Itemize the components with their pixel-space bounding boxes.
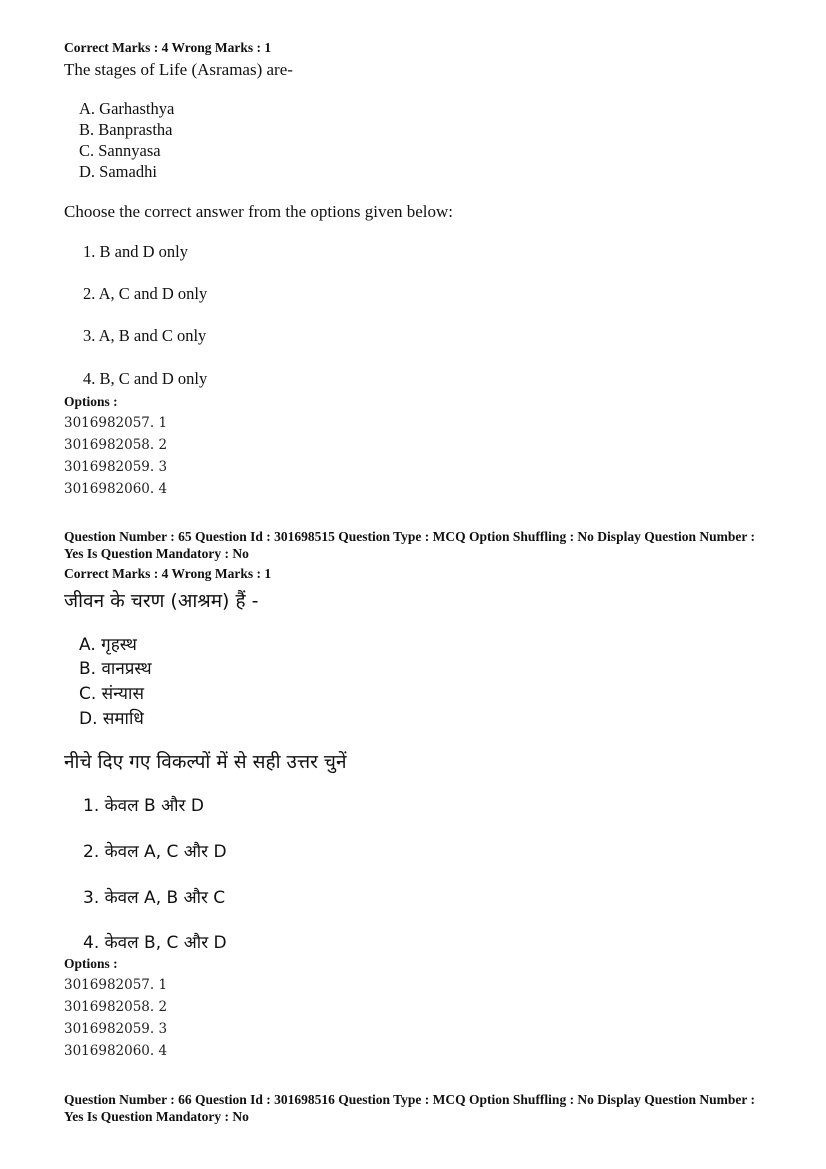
q65-item-a: A. गृहस्थ	[79, 635, 137, 655]
q64-item-a: A. Garhasthya	[79, 99, 175, 118]
q65-choice-4: 4. केवल B, C और D	[83, 933, 227, 953]
q65-question-text: जीवन के चरण (आश्रम) हैं -	[64, 590, 259, 612]
q65-option-id-1: 3016982057. 1	[64, 977, 168, 993]
q64-option-id-3: 3016982059. 3	[64, 459, 168, 475]
q65-option-id-2: 3016982058. 2	[64, 999, 168, 1015]
q64-choice-3: 3. A, B and C only	[83, 326, 207, 345]
q64-option-id-1: 3016982057. 1	[64, 415, 168, 431]
q64-options-label: Options :	[64, 394, 118, 409]
q64-marks-line: Correct Marks : 4 Wrong Marks : 1	[64, 40, 272, 55]
q64-option-id-4: 3016982060. 4	[64, 481, 168, 497]
q64-choice-2: 2. A, C and D only	[83, 284, 208, 303]
q65-option-id-4: 3016982060. 4	[64, 1043, 168, 1059]
q64-prompt: Choose the correct answer from the options given below:	[64, 202, 454, 221]
q65-options-label: Options :	[64, 956, 118, 971]
q64-choice-1: 1. B and D only	[83, 242, 188, 261]
q64-question-text: The stages of Life (Asramas) are-	[64, 60, 293, 79]
q66-header: Question Number : 66 Question Id : 301698516 Question Type : MCQ Option Shuffling : No Display Question Number : Yes Is Question Mandatory : No	[64, 1092, 755, 1124]
q65-prompt: नीचे दिए गए विकल्पों में से सही उत्तर चुनें	[64, 751, 347, 773]
q65-item-d: D. समाधि	[79, 709, 144, 729]
q65-choice-2: 2. केवल A, C और D	[83, 842, 227, 862]
q64-choice-4: 4. B, C and D only	[83, 369, 208, 388]
q64-option-id-2: 3016982058. 2	[64, 437, 168, 453]
q64-item-b: B. Banprastha	[79, 120, 173, 139]
q65-header: Question Number : 65 Question Id : 301698515 Question Type : MCQ Option Shuffling : No Display Question Number : Yes Is Question Mandatory : No	[64, 529, 755, 561]
q65-item-b: B. वानप्रस्थ	[79, 659, 152, 679]
q65-choice-3: 3. केवल A, B और C	[83, 888, 226, 908]
q65-choice-1: 1. केवल B और D	[83, 796, 204, 816]
q64-item-c: C. Sannyasa	[79, 141, 161, 160]
q65-item-c: C. संन्यास	[79, 684, 144, 704]
q65-marks-line: Correct Marks : 4 Wrong Marks : 1	[64, 566, 272, 581]
q64-item-d: D. Samadhi	[79, 162, 157, 181]
q65-option-id-3: 3016982059. 3	[64, 1021, 168, 1037]
